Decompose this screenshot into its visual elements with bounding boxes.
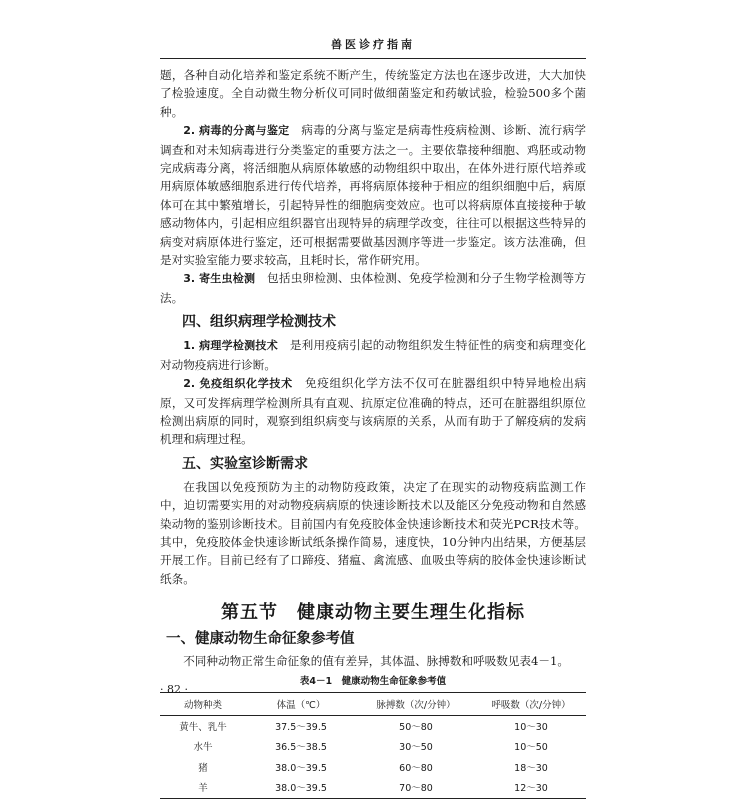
cell-species: 羊 <box>160 777 246 798</box>
ihc-text: 免疫组织化学方法不仅可在脏器组织中特异地检出病原，又可发挥病理学检测所具有直观、抗原定位准确的特点，还可在脏器组织原位检测出病原的同时，观察到组织病变与该病原的关系，从而有助于了解疫病的发病机理和病理过程。 <box>160 376 586 447</box>
cell-respiration: 12～30 <box>476 777 586 798</box>
cell-temperature: 37.5～39.5 <box>275 721 327 733</box>
section4-heading: 四、组织病理学检测技术 <box>182 314 336 331</box>
table-row <box>160 715 586 736</box>
table-caption: 表4－1 健康动物生命征象参考值 <box>299 675 447 687</box>
header-temperature: 体温（℃） <box>246 692 356 715</box>
ihc-heading: 2. 免疫组织化学技术 <box>183 377 293 391</box>
table-row <box>160 736 586 757</box>
cell-species: 黄牛、乳牛 <box>179 721 227 733</box>
section5-heading: 五、实验室诊断需求 <box>182 455 308 472</box>
ihc-paragraph <box>160 374 586 449</box>
cell-pulse: 70～80 <box>356 777 476 798</box>
cell-temperature: 38.0～39.5 <box>275 762 327 774</box>
cell-pulse: 30～50 <box>399 742 433 754</box>
virus-heading: 2. 病毒的分离与鉴定 <box>183 124 290 138</box>
subsection-heading: 一、健康动物生命征象参考值 <box>166 631 355 648</box>
cell-respiration: 18～30 <box>514 762 548 774</box>
cell-pulse: 50～80 <box>399 721 433 733</box>
cell-species: 猪 <box>198 762 208 774</box>
parasite-text: 包括虫卵检测、虫体检测、免疫学检测和分子生物学检测等方法。 <box>160 271 586 305</box>
table-row <box>160 757 586 778</box>
pathology-text: 是利用疫病引起的动物组织发生特征性的病变和病理变化对动物疫病进行诊断。 <box>160 338 586 372</box>
cell-species: 水牛 <box>193 742 213 754</box>
cell-respiration: 10～50 <box>514 742 548 754</box>
virus-text: 病毒的分离与鉴定是病毒性疫病检测、诊断、流行病学调查和对未知病毒进行分类鉴定的重要方法之一。主要依靠接种细胞、鸡胚或动物完成病毒分离，将活细胞从病原体敏感的动物组织中取出，在体外进行原代培养或用病原体敏感细胞系进行传代培养，再将病原体接种于相应的组织细胞中后，病原体可在其中繁殖增长，引起特异性的细胞病变效应。也可以将病原体直接接种于敏感动物体内，引起相应组织器官出现特异的病理学改变，往往可以根据这些特异的病变对病原体进行鉴定，还可根据需要做基因测序等进一步鉴定。该方法准确，但是对实验室能力要求较高，且耗时长，常作研究用。 <box>160 123 586 268</box>
section5-paragraph: 在我国以免疫预防为主的动物防疫政策，决定了在现实的动物疫病监测工作中，迫切需要实用的对动物疫病病原的快速诊断技术以及能区分免疫动物和自然感染动物的鉴别诊断技术。目前国内有免疫胶体金快速诊断技术和荧光PCR技术等。其中，免疫胶体金快速诊断试纸条操作简易，速度快，10分钟内出结果，方便基层开展工作。目前已经有了口蹄疫、猪瘟、禽流感、血吸虫等病的胶体金快速诊断试纸条。 <box>160 479 586 586</box>
cell-temperature: 38.0～39.5 <box>246 777 356 798</box>
header-pulse: 脉搏数（次/分钟） <box>356 692 476 715</box>
virus-paragraph <box>160 121 586 269</box>
header-species: 动物种类 <box>160 692 246 715</box>
cell-temperature: 36.5～38.5 <box>275 742 327 754</box>
section-title: 第五节 健康动物主要生理生化指标 <box>221 602 525 624</box>
table-header-row <box>160 692 586 715</box>
running-header: 兽医诊疗指南 <box>160 30 586 59</box>
pathology-paragraph <box>160 336 586 374</box>
parasite-paragraph <box>160 269 586 307</box>
page-body <box>160 66 586 799</box>
pathology-heading: 1. 病理学检测技术 <box>183 339 278 353</box>
cell-pulse: 60～80 <box>399 762 433 774</box>
header-respiration: 呼吸数（次/分钟） <box>476 692 586 715</box>
table-row <box>160 777 586 798</box>
cell-respiration: 10～30 <box>514 721 548 733</box>
page-number: · 82 · <box>160 683 188 696</box>
subsection-paragraph: 不同种动物正常生命征象的值有差异，其体温、脉搏数和呼吸数见表4－1。 <box>183 654 569 669</box>
parasite-heading: 3. 寄生虫检测 <box>183 272 256 286</box>
intro-paragraph: 题，各种自动化培养和鉴定系统不断产生，传统鉴定方法也在逐步改进，大大加快了检验速度。全自动微生物分析仪可同时做细菌鉴定和药敏试验，检验500多个菌种。 <box>160 68 586 119</box>
vitals-table <box>160 692 586 799</box>
